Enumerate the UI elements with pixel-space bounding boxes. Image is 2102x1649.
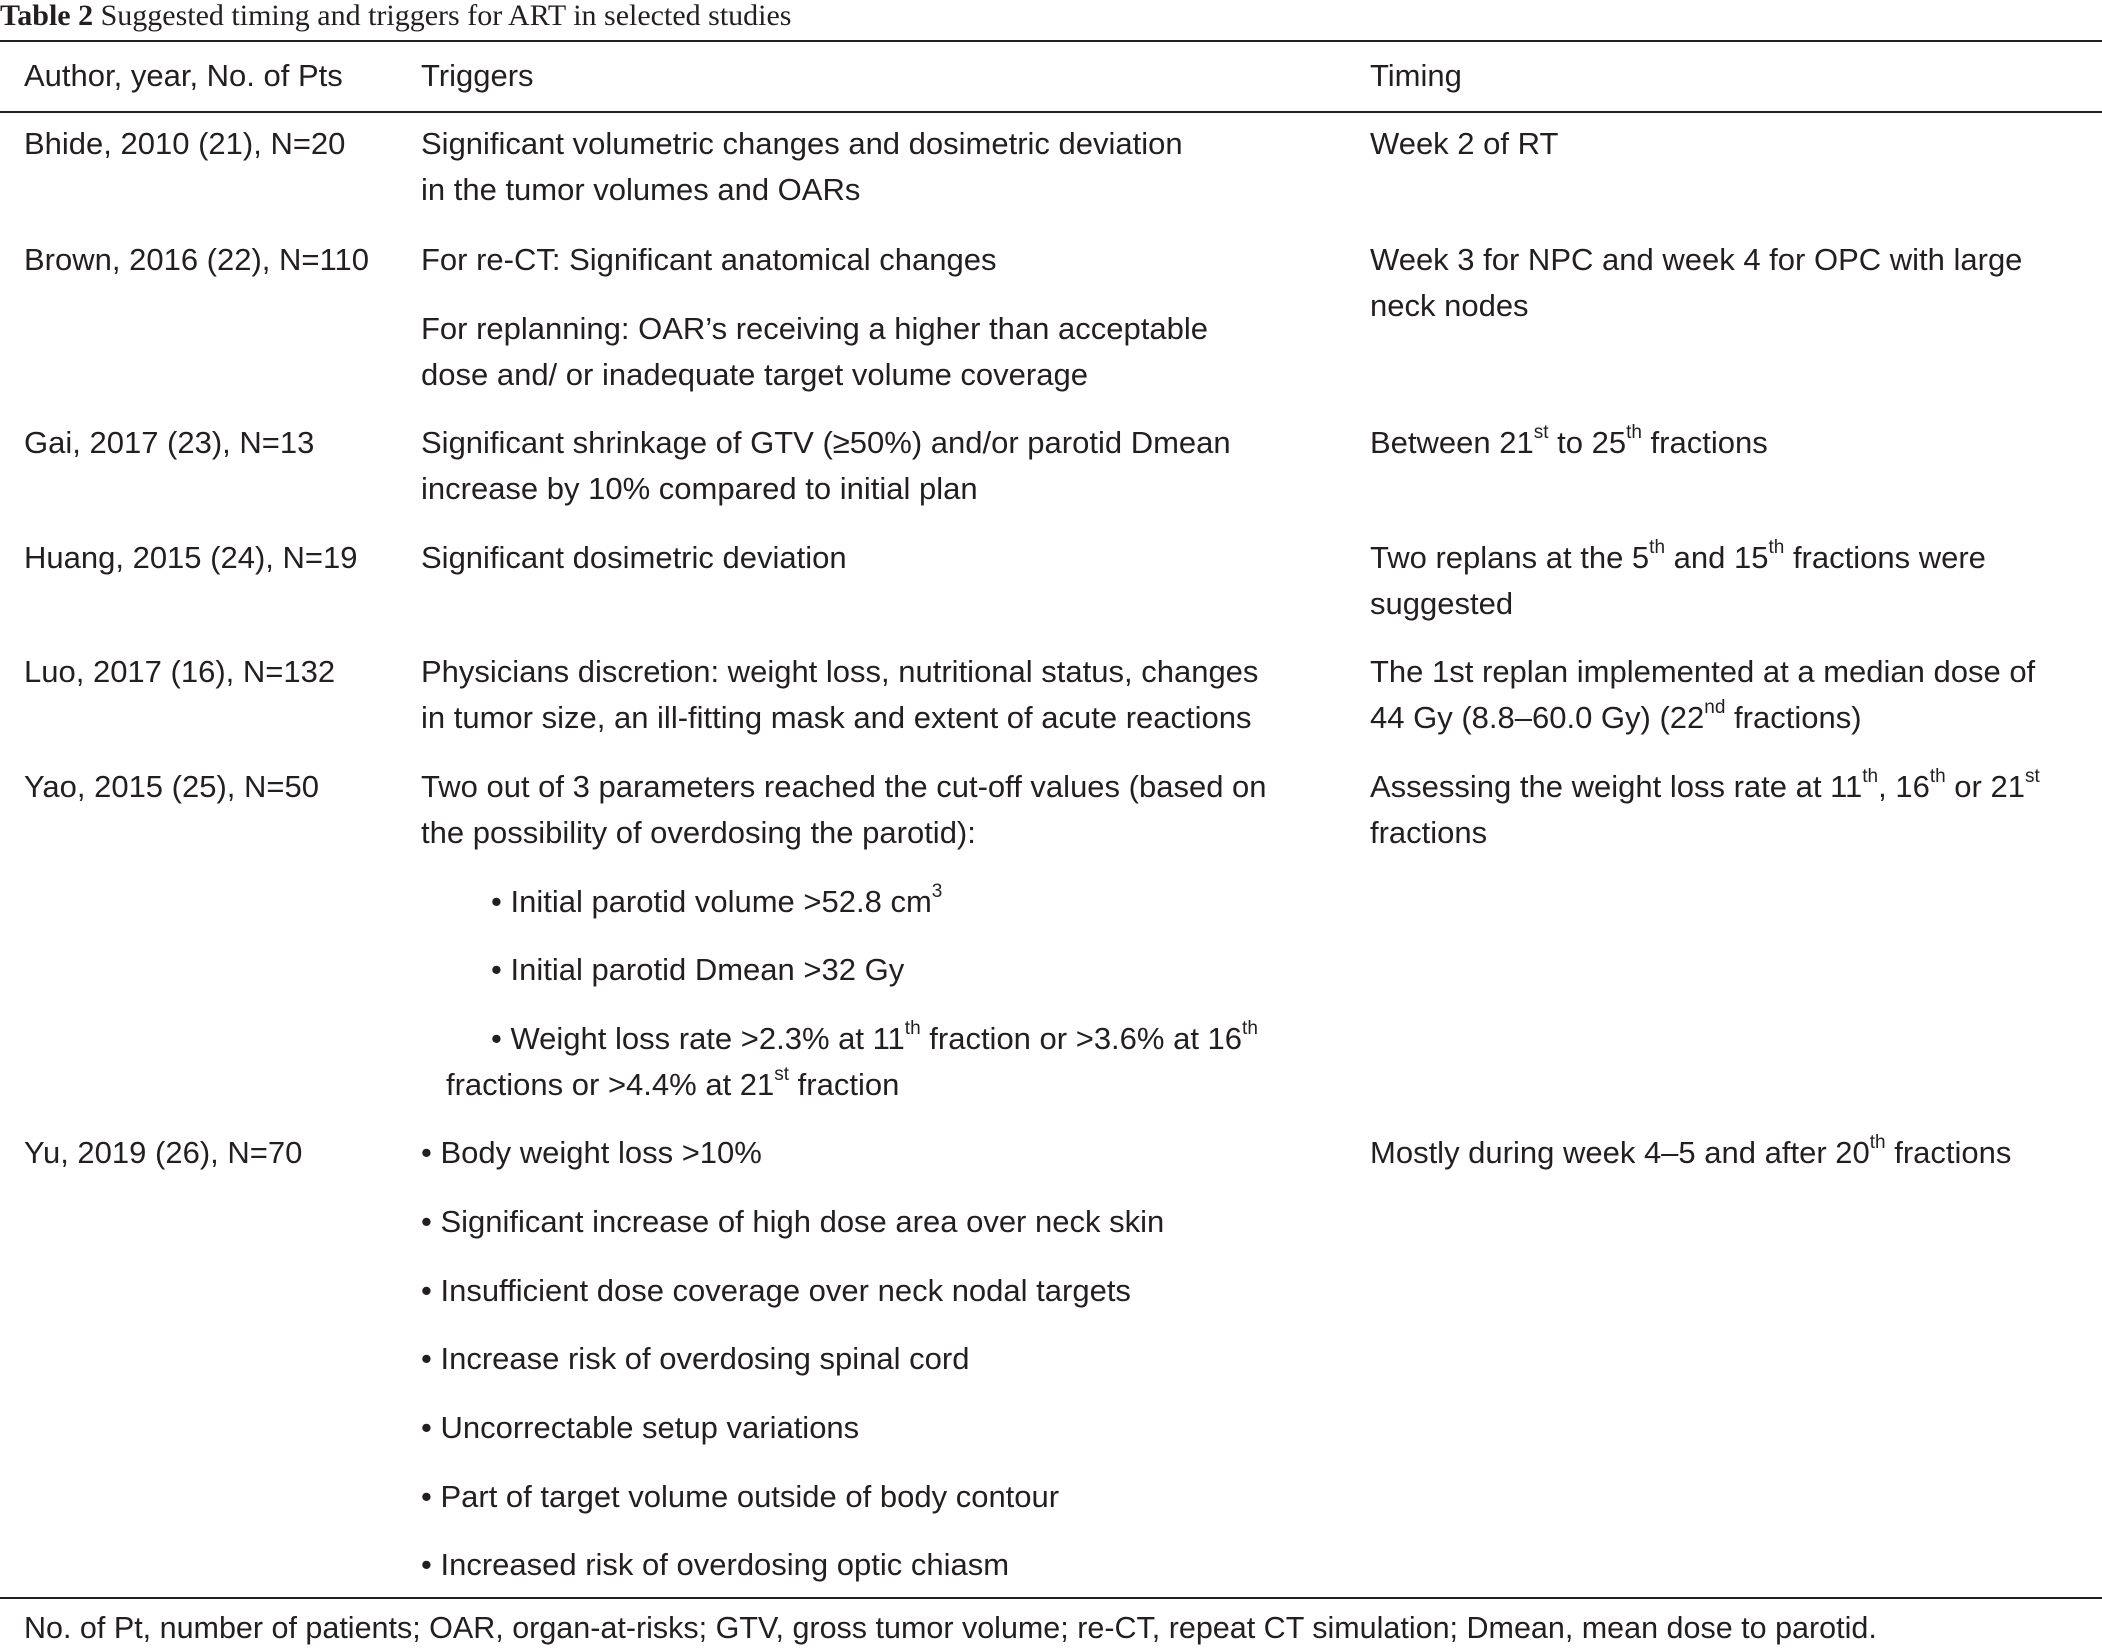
- row-yao-bullet: • Initial parotid Dmean >32 Gy: [491, 952, 905, 987]
- table-caption: [0, 0, 791, 36]
- row-yu-bullet: • Insufficient dose coverage over neck nodal targets: [421, 1273, 1131, 1308]
- row-brown-timing-line: Week 3 for NPC and week 4 for OPC with large: [1370, 242, 2023, 277]
- row-yao-trigger-line: Two out of 3 parameters reached the cut-off values (based on: [421, 769, 1267, 804]
- row-yao-timing-line: fractions: [1370, 815, 1488, 850]
- row-luo-timing-line: 44 Gy (8.8–60.0 Gy) (22nd fractions): [1370, 697, 1862, 735]
- row-huang-author: Huang, 2015 (24), N=19: [24, 540, 358, 575]
- row-yu-bullet: • Body weight loss >10%: [421, 1135, 762, 1170]
- row-huang-timing-line: Two replans at the 5th and 15th fractions were: [1370, 537, 1986, 575]
- row-luo-timing-line: The 1st replan implemented at a median dose of: [1370, 654, 2036, 689]
- row-yao-trigger-line: the possibility of overdosing the parotid):: [421, 815, 976, 850]
- row-yao-bullet: • Initial parotid volume >52.8 $cm^3$: [491, 881, 943, 919]
- row-luo-trigger-line: in tumor size, an ill-fitting mask and extent of acute reactions: [421, 700, 1252, 735]
- header-rule: [0, 111, 2102, 113]
- row-yu-bullet: • Uncorrectable setup variations: [421, 1410, 860, 1445]
- row-yu-author: Yu, 2019 (26), N=70: [24, 1135, 303, 1170]
- row-huang-trigger-line: Significant dosimetric deviation: [421, 540, 847, 575]
- header-author: Author, year, No. of Pts: [24, 58, 343, 93]
- row-yu-bullet: • Significant increase of high dose area over neck skin: [421, 1204, 1165, 1239]
- row-yu-bullet: • Part of target volume outside of body contour: [421, 1479, 1060, 1514]
- top-rule: [0, 40, 2102, 42]
- row-luo-author: Luo, 2017 (16), N=132: [24, 654, 336, 689]
- row-yao-bullet: • Weight loss rate >2.3% at 11th fraction or >3.6% at 16th: [491, 1018, 1258, 1056]
- row-yao-bullet-continued: fractions or >4.4% at 21st fraction: [446, 1064, 900, 1102]
- row-yao-author: Yao, 2015 (25), N=50: [24, 769, 319, 804]
- bottom-rule: [0, 1597, 2102, 1599]
- header-timing: Timing: [1370, 58, 1462, 93]
- header-triggers: Triggers: [421, 58, 534, 93]
- row-huang-timing-line: suggested: [1370, 586, 1514, 621]
- row-yu-bullet: • Increased risk of overdosing optic chiasm: [421, 1547, 1010, 1582]
- row-yao-timing-line: Assessing the weight loss rate at 11th, 16th or 21st: [1370, 766, 2040, 804]
- row-bhide-trigger-line: in the tumor volumes and OARs: [421, 172, 861, 207]
- row-luo-trigger-line: Physicians discretion: weight loss, nutritional status, changes: [421, 654, 1259, 689]
- row-yu-timing: Mostly during week 4–5 and after 20th fractions: [1370, 1132, 2012, 1170]
- row-gai-trigger-line: Significant shrinkage of GTV (≥50%) and/or parotid Dmean: [421, 425, 1231, 460]
- row-bhide-trigger-line: Significant volumetric changes and dosimetric deviation: [421, 126, 1183, 161]
- row-brown-author: Brown, 2016 (22), N=110: [24, 242, 369, 277]
- table-title: Suggested timing and triggers for ART in selected studies: [93, 0, 792, 32]
- row-gai-trigger-line: increase by 10% compared to initial plan: [421, 471, 978, 506]
- row-gai-author: Gai, 2017 (23), N=13: [24, 425, 315, 460]
- row-yu-bullet: • Increase risk of overdosing spinal cord: [421, 1341, 970, 1376]
- row-brown-trigger-line: For replanning: OAR’s receiving a higher than acceptable: [421, 311, 1208, 346]
- row-bhide-author: Bhide, 2010 (21), N=20: [24, 126, 346, 161]
- row-brown-timing-line: neck nodes: [1370, 288, 1529, 323]
- row-brown-trigger-line: For re-CT: Significant anatomical changes: [421, 242, 997, 277]
- row-bhide-timing: Week 2 of RT: [1370, 126, 1559, 161]
- row-brown-trigger-line: dose and/ or inadequate target volume coverage: [421, 357, 1088, 392]
- table-footnote: No. of Pt, number of patients; OAR, organ-at-risks; GTV, gross tumor volume; re-CT, repeat CT simulation; Dmean, mean dose to parotid.: [24, 1611, 1877, 1645]
- row-gai-timing: Between 21st to 25th fractions: [1370, 422, 1768, 460]
- table-label: Table 2: [0, 0, 94, 32]
